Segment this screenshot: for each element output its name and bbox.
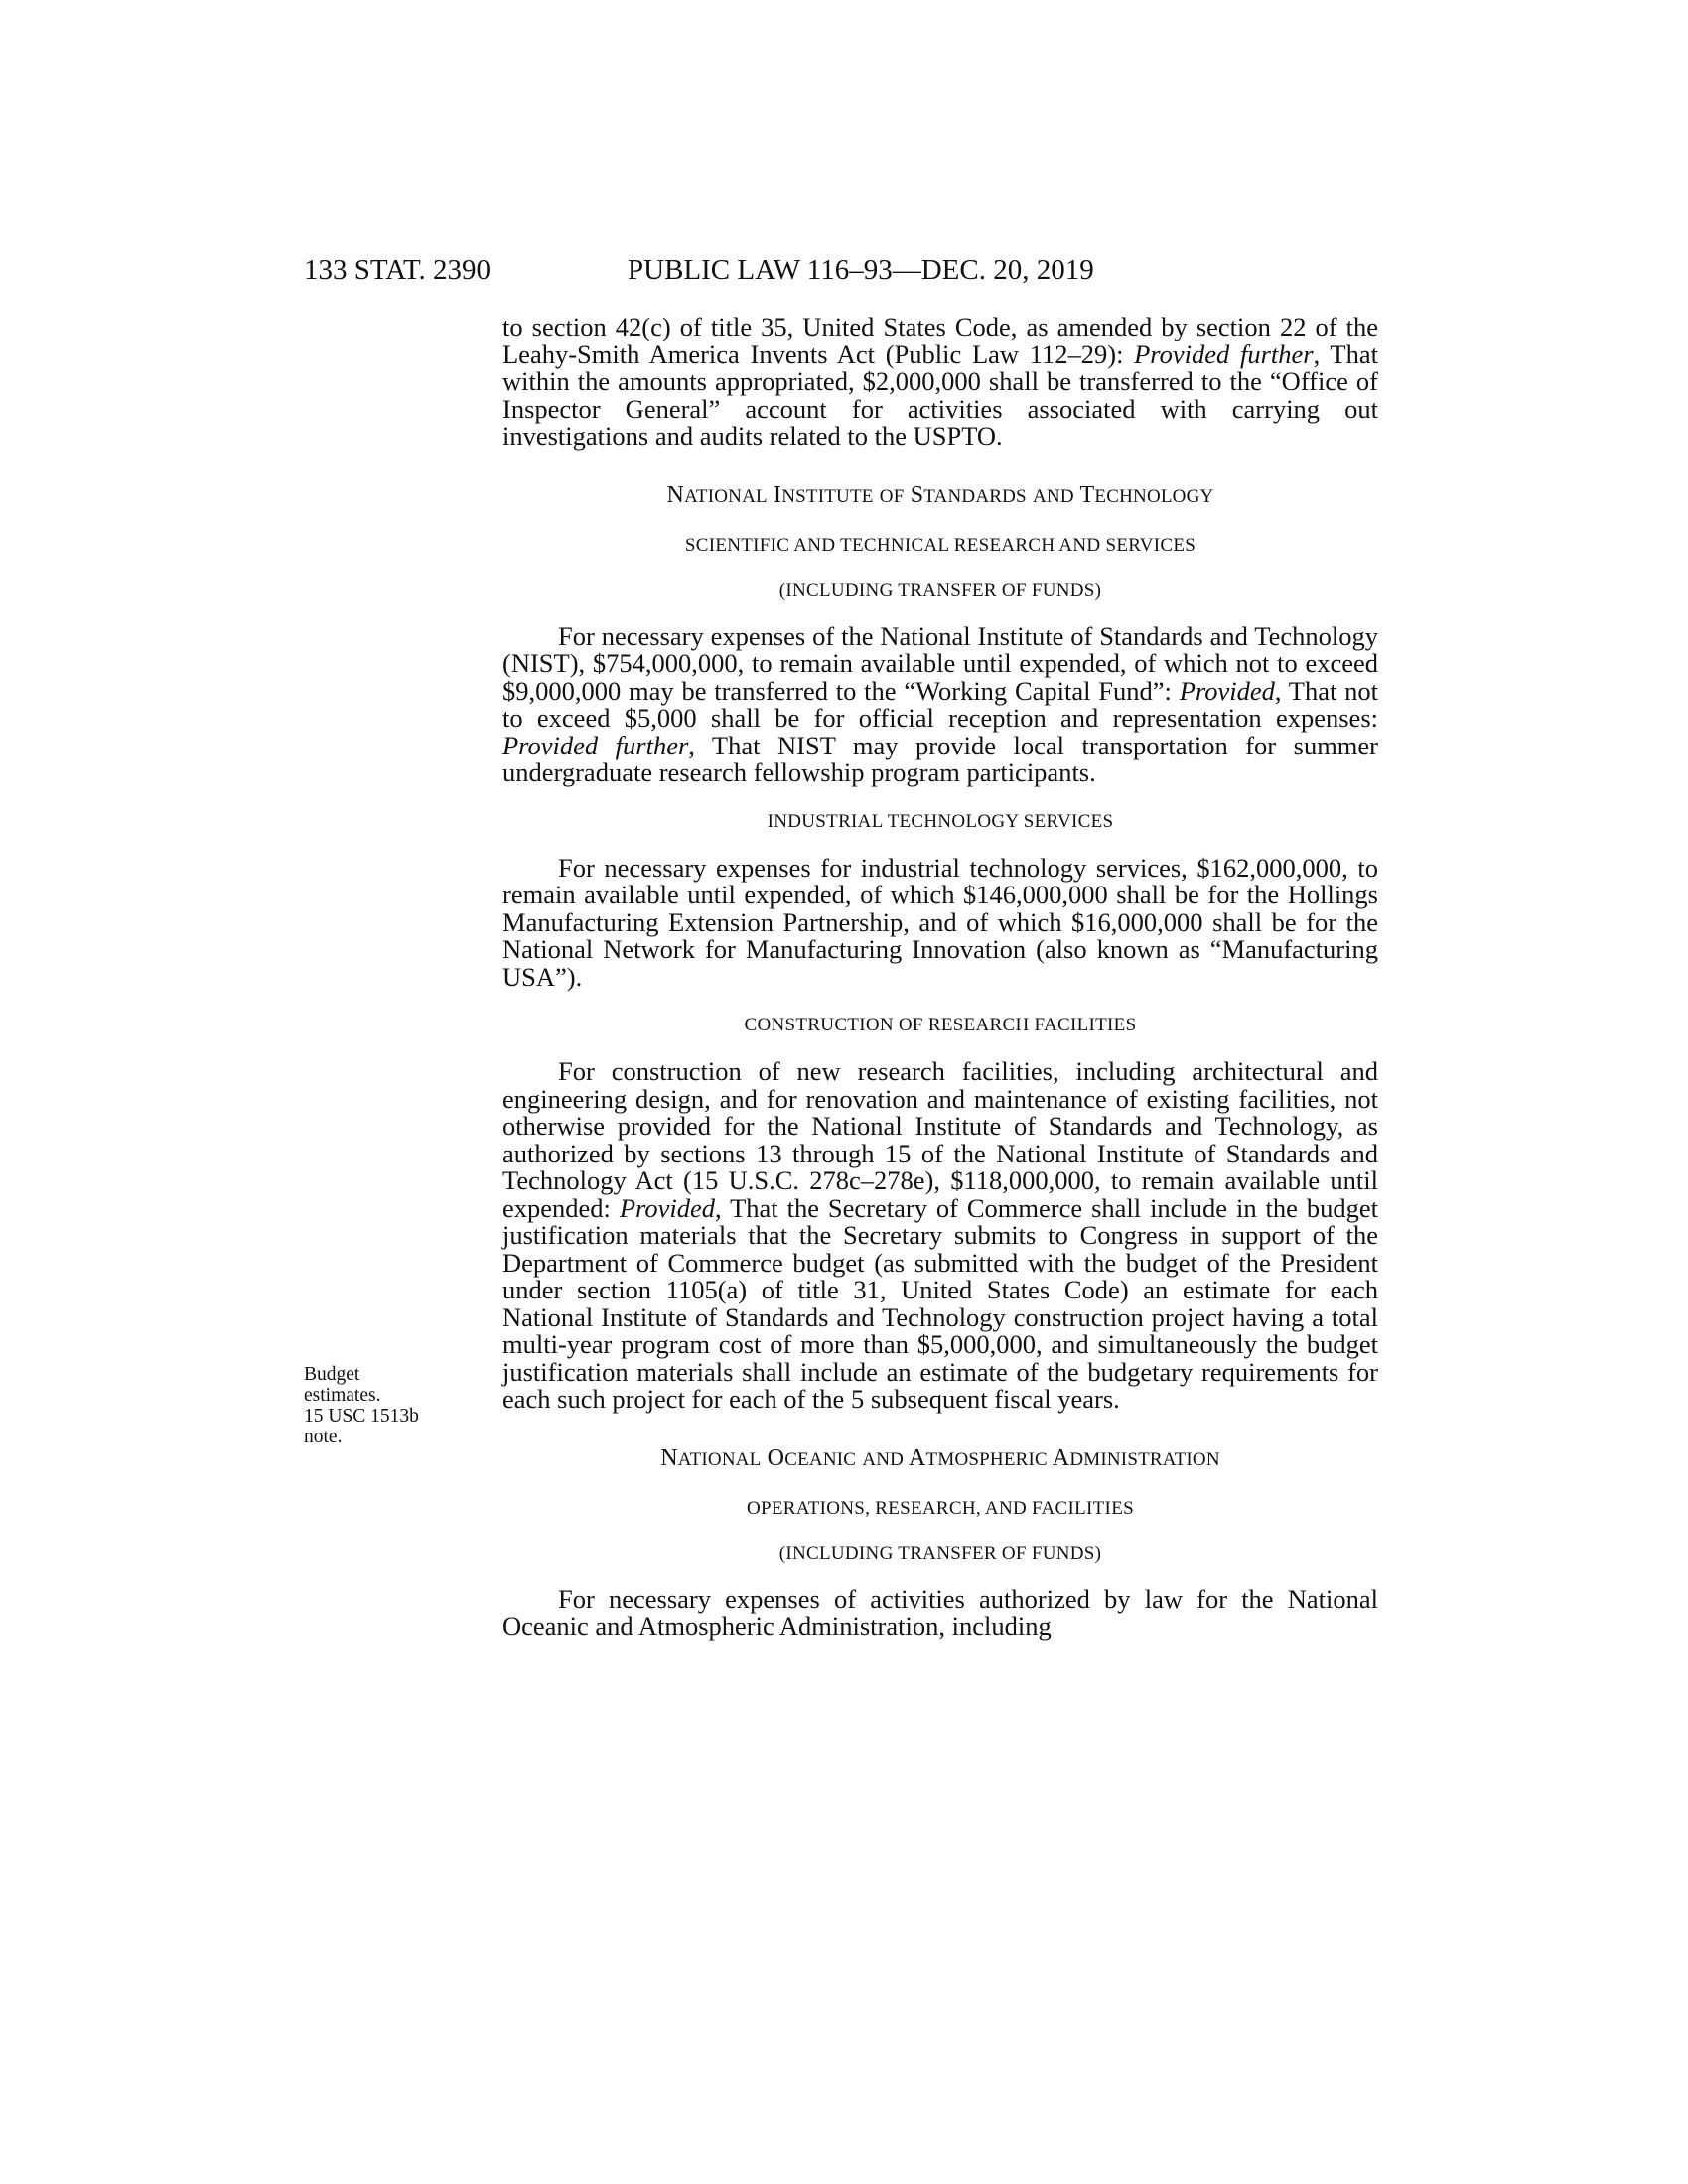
- statute-page-reference: 133 STAT. 2390: [304, 254, 492, 286]
- body-column: [502, 314, 1378, 1641]
- paragraph-text: , That within the amounts appropriated, $2,000,000 shall be transferred to the “Office of Inspector General” account for activities associated with carrying out investigations and audits related to the USPTO.: [502, 339, 1378, 451]
- margin-note-line: Budget: [304, 1364, 360, 1385]
- margin-note-line: 15 USC 1513b: [304, 1406, 419, 1427]
- proviso-italic: Provided further: [1134, 339, 1314, 369]
- paragraph-text: , That not to exceed $5,000 shall be for official reception and representation expenses:: [502, 675, 1379, 733]
- strs-transfer-subheading: (INCLUDING TRANSFER OF FUNDS): [778, 579, 1102, 601]
- nist-strs-paragraph: [502, 620, 1379, 787]
- its-paragraph: For necessary expenses for industrial technology services, $162,000,000, to remain available until expended, of which $146,000,000 shall be for the Hollings Manufacturing Extension Partnership, and of which $16,000,000 shall be for the National Network for Manufacturing Innovation (also known as “Manufacturing USA”).: [502, 852, 1378, 992]
- noaa-agency-heading: NATIONAL OCEANIC AND ATMOSPHERIC ADMINISTRATION: [660, 1444, 1220, 1471]
- paragraph-text: For construction of new research facilities, including architectural and engineering design, and for renovation and maintenance of existing facilities, not otherwise provided for the National Institute of Standards and Technology, as authorized by sections 13 through 15 of the National Institute of Standards and Technology Act (15 U.S.C. 278c–278e), $118,000,000, to remain available until expended:: [502, 1056, 1378, 1223]
- its-account-heading: INDUSTRIAL TECHNOLOGY SERVICES: [767, 810, 1114, 832]
- margin-note: [304, 1364, 453, 1447]
- margin-note-line: note.: [304, 1427, 343, 1447]
- nist-agency-heading: NATIONAL INSTITUTE OF STANDARDS AND TECHNOLOGY: [666, 481, 1214, 508]
- running-header: [304, 250, 1376, 290]
- noaa-orf-paragraph: For necessary expenses of activities authorized by law for the National Oceanic and Atmospheric Administration, including: [502, 1583, 1378, 1641]
- crf-account-heading: CONSTRUCTION OF RESEARCH FACILITIES: [744, 1015, 1137, 1035]
- margin-note-line: estimates.: [304, 1385, 381, 1406]
- orf-account-heading: OPERATIONS, RESEARCH, AND FACILITIES: [747, 1497, 1134, 1519]
- paragraph-text: For necessary expenses of the National Institute of Standards and Technology (NIST), $754,000,000, to remain available until expended, of which not to exceed $9,000,000 may be transferred to the “Working Capital Fund”:: [502, 620, 1378, 706]
- uspto-continuation-paragraph: [502, 314, 1378, 451]
- paragraph-text: to section 42(c) of title 35, United States Code, as amended by section 22 of the Leahy-Smith America Invents Act (Public Law 112–29):: [502, 312, 1378, 369]
- public-law-title: PUBLIC LAW 116–93—DEC. 20, 2019: [628, 254, 1094, 286]
- orf-transfer-subheading: (INCLUDING TRANSFER OF FUNDS): [778, 1542, 1102, 1564]
- crf-paragraph: [502, 1058, 1378, 1414]
- proviso-italic: Provided: [1179, 675, 1275, 706]
- proviso-italic: Provided: [619, 1192, 715, 1223]
- paragraph-text: , That NIST may provide local transportation for summer undergraduate research fellowship program participants.: [502, 730, 1379, 787]
- strs-account-heading: SCIENTIFIC AND TECHNICAL RESEARCH AND SERVICES: [684, 534, 1196, 556]
- paragraph-text: , That the Secretary of Commerce shall include in the budget justification materials that the Secretary submits to Congress in support of the Department of Commerce budget (as submitted with the budget of the President under section 1105(a) of title 31, United States Code) an estimate for each National Institute of Standards and Technology construction project having a total multi-year program cost of more than $5,000,000, and simultaneously the budget justification materials shall include an estimate of the budgetary requirements for each such project for each of the 5 subsequent fiscal years.: [502, 1192, 1378, 1414]
- proviso-italic: Provided further: [502, 730, 689, 760]
